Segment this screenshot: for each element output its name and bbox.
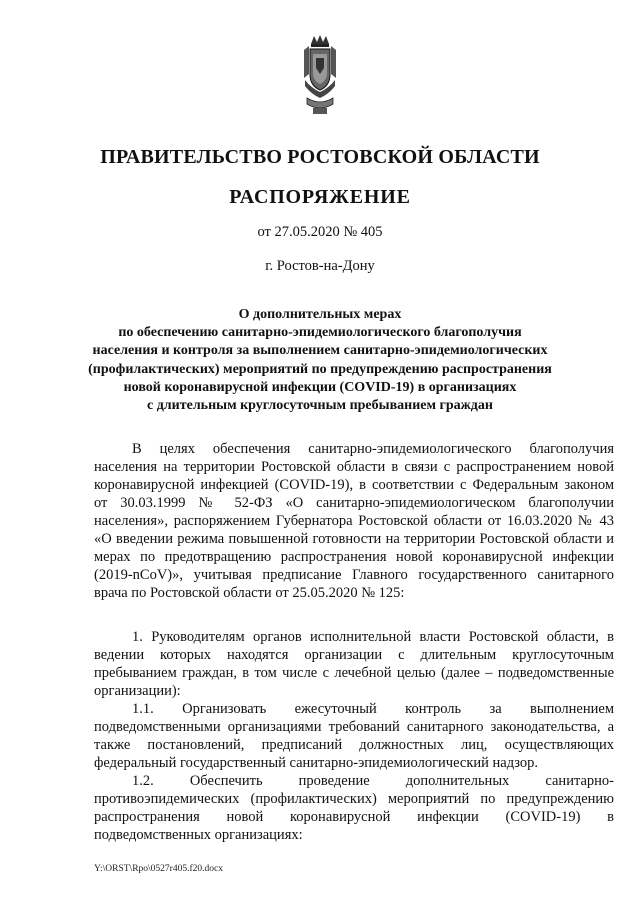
subject-line: с длительным круглосуточным пребыванием граждан [147, 398, 493, 414]
preamble-block [94, 440, 614, 602]
subject-line: по обеспечению санитарно-эпидемиологического благополучия [118, 325, 522, 341]
items-block [94, 628, 614, 844]
file-path-footer: Y:\ORST\Rpo\0527r405.f20.docx [94, 864, 223, 874]
item-1-1-paragraph: 1.1. Организовать ежесуточный контроль за выполнением подведомственными организациями требований санитарного законодательства, а также постановлений, предписаний должностных лиц, осуществляющих федеральный государственный санитарно-эпидемиологический надзор. [94, 701, 614, 771]
subject-line: О дополнительных мерах [238, 307, 402, 322]
document-date-number: от 27.05.2020 № 405 [257, 224, 383, 240]
preamble-paragraph: В целях обеспечения санитарно-эпидемиологического благополучия населения на территории Ростовской области в связи с распространением новой коронавирусной инфекцией (COVID-19), в соответствии с Федеральным законом от 30.03.1999 № 52-ФЗ «О санитарно-эпидемиологическом благополучии населения», распоряжением Губернатора Ростовской области от 16.03.2020 № 43 «О введении режима повышенной готовности на территории Ростовской области и мерах по предотвращению распространения новой коронавирусной инфекции (2019-nCoV)», учитывая предписание Главного государственного санитарного врача по Ростовской области от 25.05.2020 № 125: [94, 441, 614, 601]
government-title: ПРАВИТЕЛЬСТВО РОСТОВСКОЙ ОБЛАСТИ [100, 146, 540, 168]
subject-line: новой коронавирусной инфекции (COVID-19) в организациях [123, 379, 517, 395]
subject-line: населения и контроля за выполнением санитарно-эпидемиологических [92, 343, 548, 359]
document-subject [80, 306, 560, 415]
document-city: г. Ростов-на-Дону [265, 258, 375, 274]
subject-line: (профилактических) мероприятий по предупреждению распространения [88, 361, 552, 377]
item-1-paragraph: 1. Руководителям органов исполнительной власти Ростовской области, в ведении которых находятся организации с длительным круглосуточным пребыванием граждан, в том числе с лечебной целью (далее – подведомственные организации): [94, 629, 614, 699]
rostov-oblast-coat-of-arms-icon [301, 34, 339, 118]
item-1-2-paragraph: 1.2. Обеспечить проведение дополнительных санитарно-противоэпидемических (профилактических) мероприятий по предупреждению распространения новой коронавирусной инфекции (COVID-19) в подведомственных организациях: [94, 773, 614, 843]
document-type: РАСПОРЯЖЕНИЕ [229, 186, 411, 208]
